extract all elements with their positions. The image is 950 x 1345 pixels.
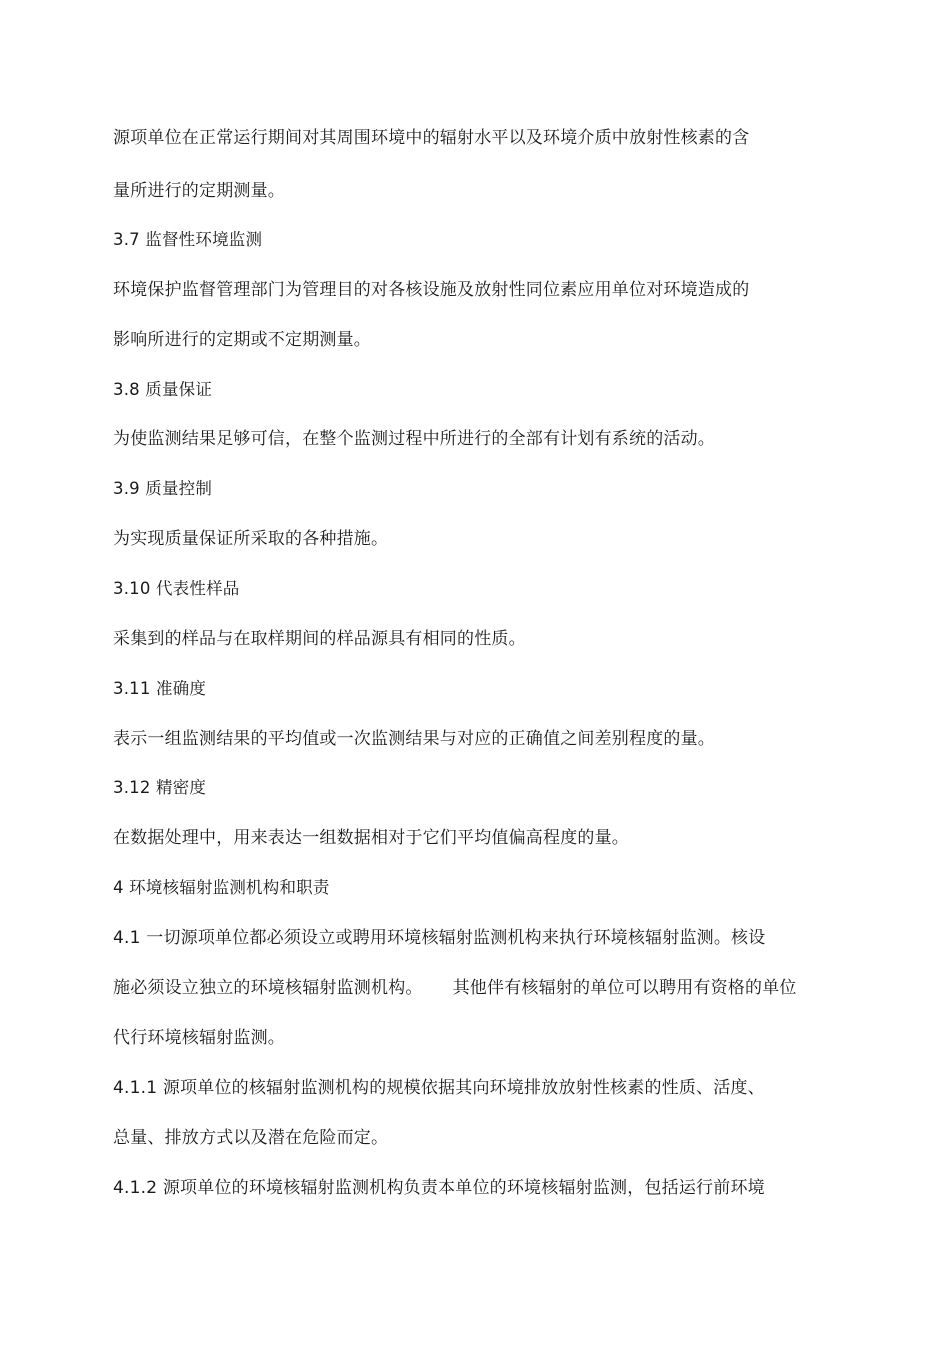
paragraph-line: 源项单位在正常运行期间对其周围环境中的辐射水平以及环境介质中放射性核素的含: [113, 128, 750, 148]
paragraph-line: 表示一组监测结果的平均值或一次监测结果与对应的正确值之间差别程度的量。: [113, 729, 715, 749]
paragraph-line: 总量、排放方式以及潜在危险而定。: [113, 1128, 389, 1148]
section-heading-3-7: 3.7 监督性环境监测: [113, 230, 263, 249]
paragraph-line: 在数据处理中，用来表达一组数据相对于它们平均值偏高程度的量。: [113, 828, 629, 848]
paragraph-line: 为实现质量保证所采取的各种措施。: [113, 529, 389, 549]
section-heading-3-9: 3.9 质量控制: [113, 479, 213, 498]
section-heading-3-8: 3.8 质量保证: [113, 380, 213, 399]
paragraph-line: 4.1 一切源项单位都必须设立或聘用环境核辐射监测机构来执行环境核辐射监测。核设: [113, 928, 766, 948]
paragraph-segment: 其他伴有核辐射的单位可以聘用有资格的单位: [452, 978, 797, 998]
section-heading-3-11: 3.11 准确度: [113, 679, 207, 698]
paragraph-segment: 施必须设立独立的环境核辐射监测机构。: [113, 978, 423, 998]
paragraph-line: 环境保护监督管理部门为管理目的对各核设施及放射性同位素应用单位对环境造成的: [113, 280, 750, 300]
paragraph-line: 采集到的样品与在取样期间的样品源具有相同的性质。: [113, 629, 526, 649]
section-heading-3-12: 3.12 精密度: [113, 778, 207, 797]
paragraph-line: 代行环境核辐射监测。: [113, 1028, 285, 1048]
paragraph-line: 4.1.1 源项单位的核辐射监测机构的规模依据其向环境排放放射性核素的性质、活度、: [113, 1078, 765, 1098]
section-heading-4: 4 环境核辐射监测机构和职责: [113, 878, 330, 897]
paragraph-line: 量所进行的定期测量。: [113, 181, 285, 201]
paragraph-line: 影响所进行的定期或不定期测量。: [113, 330, 371, 350]
section-heading-3-10: 3.10 代表性样品: [113, 579, 240, 598]
paragraph-line: 4.1.2 源项单位的环境核辐射监测机构负责本单位的环境核辐射监测，包括运行前环境: [113, 1178, 765, 1198]
paragraph-line: [113, 977, 797, 999]
paragraph-line: 为使监测结果足够可信，在整个监测过程中所进行的全部有计划有系统的活动。: [113, 429, 715, 449]
